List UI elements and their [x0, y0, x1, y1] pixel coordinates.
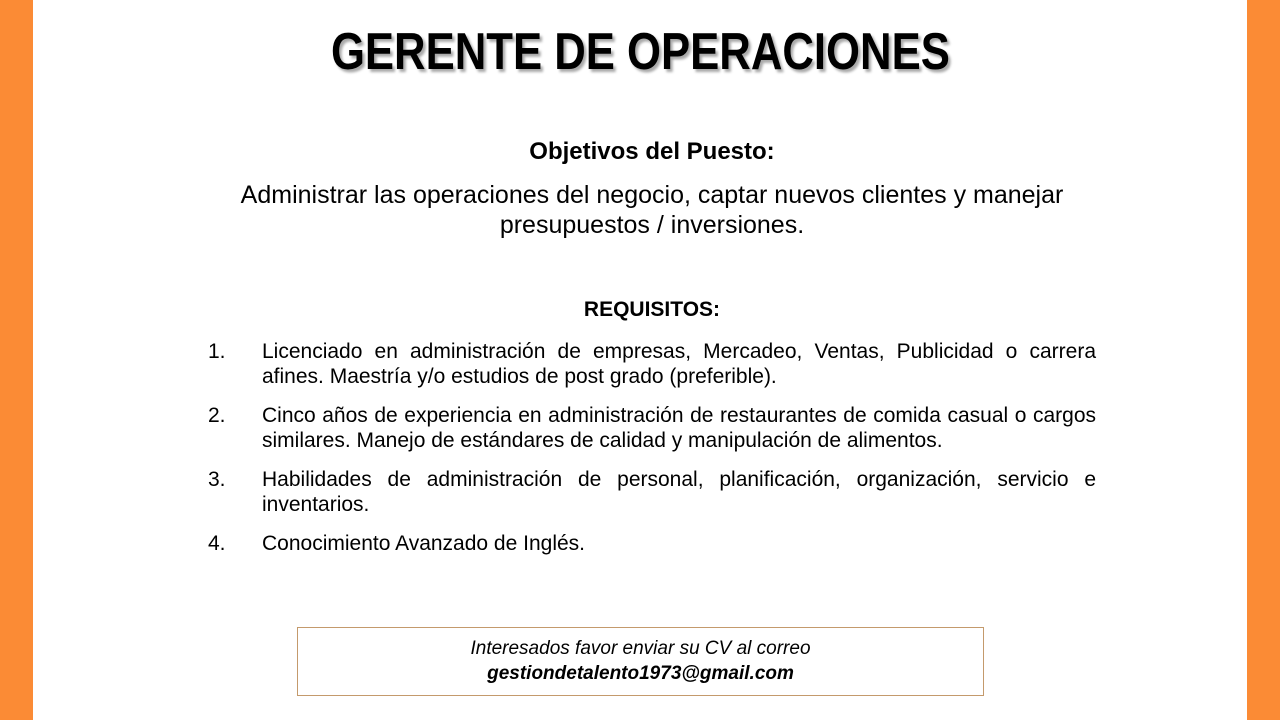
item-number: 1.: [208, 340, 226, 363]
objectives-text: Administrar las operaciones del negocio, captar nuevos clientes y manejar presupuestos / inversiones.: [240, 181, 1064, 239]
item-text: Licenciado en administración de empresas, Mercadeo, Ventas, Publicidad o carrera afines. Maestría y/o estudios de post grado (preferible).: [262, 340, 1096, 388]
item-text: Cinco años de experiencia en administración de restaurantes de comida casual o cargos similares. Manejo de estándares de calidad y manipulación de alimentos.: [262, 404, 1096, 452]
requirements-list: [208, 339, 1096, 570]
page-title: [0, 22, 1280, 82]
title-text: GERENTE DE OPERACIONES: [330, 23, 950, 81]
objectives-heading: Objetivos del Puesto:: [529, 138, 775, 165]
item-number: 3.: [208, 468, 226, 491]
left-orange-bar: [0, 0, 33, 720]
list-item: [208, 467, 1096, 517]
requirements-heading: REQUISITOS:: [583, 298, 721, 321]
right-orange-bar: [1247, 0, 1280, 720]
item-text: Conocimiento Avanzado de Inglés.: [262, 532, 585, 555]
list-item: [208, 339, 1096, 389]
item-number: 4.: [208, 532, 226, 555]
contact-instruction: Interesados favor enviar su CV al correo: [470, 638, 811, 659]
item-number: 2.: [208, 404, 226, 427]
list-item: [208, 531, 1096, 556]
contact-box: [297, 627, 984, 696]
contact-email[interactable]: gestiondetalento1973@gmail.com: [487, 663, 794, 684]
list-item: [208, 403, 1096, 453]
item-text: Habilidades de administración de personal, planificación, organización, servicio e inventarios.: [262, 468, 1096, 516]
